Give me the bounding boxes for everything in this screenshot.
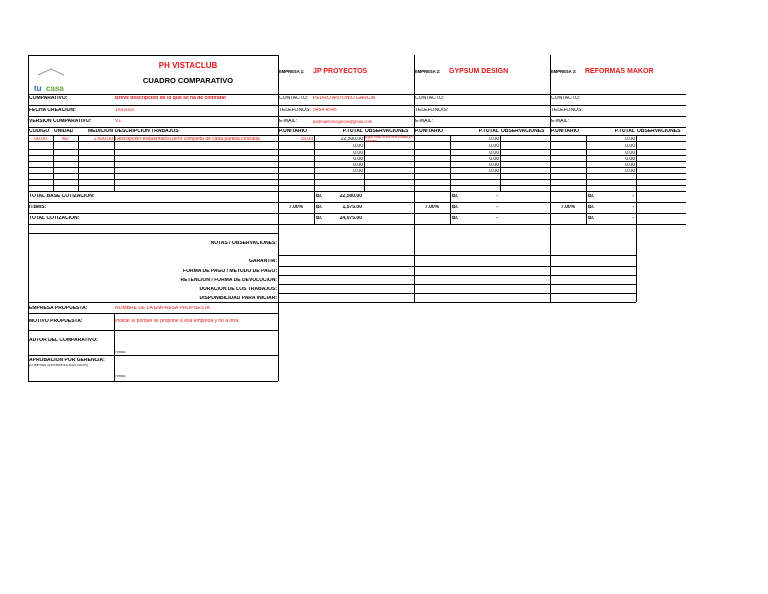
total-base-label: TOTAL BASE COTIZACIÓN: [29, 194, 95, 199]
fecha-value: 1/6/2020 [115, 108, 135, 113]
itbms-rate-2: 7.00% [424, 205, 440, 210]
empresa2-name: GYPSUM DESIGN [449, 68, 509, 75]
retencion-label: RETENCIÓN / FORMA DE DEVOLUCIÓN: [180, 278, 277, 283]
col-ptotal-3: P.TOTAL [614, 129, 635, 134]
empresa-propuesta-label: EMPRESA PROPUESTA: [29, 306, 88, 311]
forma-pago-label: FORMA DE PAGO / MÉTODO DE PAGO: [183, 269, 277, 274]
project-title: PH VISTACLUB [158, 62, 218, 70]
currency-label: B/. [452, 216, 459, 221]
col-descripcion: DESCRIPCIÓN TRABAJOS [115, 129, 179, 134]
zero-cell: 0.00 [489, 162, 499, 168]
zero-cell: 0.00 [353, 143, 363, 149]
email1-label: E-MAIL: [279, 119, 298, 124]
col-unidad: UNIDAD [54, 129, 74, 134]
aprobacion-firma-label: FIRMA: [115, 375, 126, 378]
logo-text-casa: casa [46, 84, 64, 93]
row1-obs-1: Algún matiz sobre esta partida en concreto [365, 136, 413, 143]
telefonos3-label: TELÉFONOS: [551, 108, 583, 113]
zero-cell: 0.00 [353, 162, 363, 168]
col-ptotal-2: P.TOTAL [478, 129, 499, 134]
col-punitario-3: P.UNITARIO [551, 129, 579, 134]
duracion-label: DURACIÓN DE LOS TRABAJOS: [199, 287, 277, 292]
garantia-label: GARANTÍA: [248, 259, 277, 264]
disponibilidad-label: DISPONIBILIDAD PARA INICIAR: [199, 296, 277, 301]
motivo-value: Indicar el porqué se propone a esa empresa y no a otra. [115, 319, 240, 324]
zero-cell: 0.00 [625, 156, 635, 162]
grand-total-1: 24,075.00 [339, 216, 362, 221]
row1-ptotal-2: 0.00 [489, 136, 499, 142]
col-ptotal-1: P.TOTAL [342, 129, 363, 134]
empresa-propuesta-value: NOMBRE DE LA EMPRESA PROPUESTA [115, 306, 210, 311]
col-obs-2: OBSERVACIONES [501, 129, 545, 134]
currency-label: B/. [452, 205, 459, 210]
row1-ptotal-1: 22,500.00 [340, 136, 363, 142]
telefonos1-value: 5454 4545 [313, 108, 337, 113]
company-logo [34, 64, 68, 96]
itbms-total-3: - [632, 205, 634, 210]
row1-descripcion: Descripción esquemática pero completa de cada partida cotizada [115, 136, 260, 142]
col-obs-1: OBSERVACIONES [365, 129, 409, 134]
telefonos1-label: TELÉFONOS: [279, 108, 311, 113]
contacto3-label: CONTACTO: [551, 96, 580, 101]
fecha-label: FECHA CREACIÓN: [29, 108, 76, 113]
currency-label: B/. [588, 205, 595, 210]
version-value: V1 [115, 119, 122, 124]
version-label: VERSIÓN COMPARATIVO: [29, 119, 92, 124]
empresa3-label: EMPRESA 3: [551, 70, 577, 74]
total-cotizacion-label: TOTAL COTIZACIÓN: [29, 216, 80, 221]
zero-cell: 0.00 [625, 162, 635, 168]
itbms-total-2: - [496, 205, 498, 210]
zero-cell: 0.00 [489, 156, 499, 162]
telefonos2-label: TELÉFONO/S: [415, 108, 449, 113]
zero-cell: 0.00 [353, 150, 363, 156]
autor-label: AUTOR DEL COMPARATIVO: [29, 338, 98, 343]
comparison-sheet [28, 55, 686, 381]
aprobacion-label: APROBACIÓN POR GERENCIA: [29, 358, 105, 363]
logo-roof-icon [34, 68, 68, 76]
currency-label: B/. [452, 194, 459, 199]
row1-punitario-1: 15.00 [300, 136, 313, 142]
comparativo-label: COMPARATIVO: [29, 96, 68, 101]
email3-label: E-MAIL: [551, 119, 570, 124]
currency-label: B/. [588, 216, 595, 221]
email2-label: E-MAIL: [415, 119, 434, 124]
empresa1-label: EMPRESA 1: [279, 70, 305, 74]
empresa1-name: JP PROYECTOS [313, 68, 368, 75]
logo-text-tu: tu [34, 84, 42, 93]
row1-unidad: M2 [62, 136, 69, 142]
currency-label: B/. [316, 216, 323, 221]
empresa3-name: REFORMAS MAKOR [585, 68, 654, 75]
base-total-3: - [632, 194, 634, 199]
zero-cell: 0.00 [489, 143, 499, 149]
comparativo-value: Breve descripción de lo que se ha de contratar [115, 96, 227, 101]
zero-cell: 0.00 [625, 168, 635, 174]
currency-label: B/. [316, 194, 323, 199]
zero-cell: 0.00 [489, 168, 499, 174]
zero-cell: 0.00 [353, 168, 363, 174]
zero-cell: 0.00 [353, 156, 363, 162]
currency-label: B/. [316, 205, 323, 210]
autor-firma-label: FIRMA: [115, 351, 126, 354]
itbms-label: ITBMS: [29, 205, 47, 210]
col-punitario-1: P.UNITARIO [279, 129, 307, 134]
col-obs-3: OBSERVACIONES [637, 129, 681, 134]
contacto1-label: CONTACTO: [279, 96, 308, 101]
contacto2-label: CONTACTO: [415, 96, 444, 101]
row1-ptotal-3: 0.00 [625, 136, 635, 142]
col-punitario-2: P.UNITARIO [415, 129, 443, 134]
contacto1-value: PEDRO ANTONIO GARCIA [313, 96, 376, 101]
aprobacion-note: (COMPRAS SUPERIORES A B/1,000.00) [29, 364, 88, 367]
row1-codigo: 00.00 [34, 136, 47, 142]
currency-label: B/. [588, 194, 595, 199]
grand-total-2: - [496, 216, 498, 221]
zero-cell: 0.00 [625, 143, 635, 149]
itbms-total-1: 1,575.00 [342, 205, 362, 210]
empresa2-label: EMPRESA 2: [415, 70, 441, 74]
itbms-rate-3: 7.00% [560, 205, 576, 210]
base-total-1: 22,500.00 [339, 194, 362, 199]
col-medicion: MEDICIÓN [88, 129, 113, 134]
itbms-rate-1: 7.00% [288, 205, 304, 210]
notas-label: NOTAS / OBSERVACIONES: [210, 241, 277, 246]
doc-title: CUADRO COMPARATIVO [142, 77, 234, 85]
base-total-2: - [496, 194, 498, 199]
zero-cell: 0.00 [625, 150, 635, 156]
zero-cell: 0.00 [489, 150, 499, 156]
grand-total-3: - [632, 216, 634, 221]
col-codigo: CÓDIGO [29, 129, 50, 134]
motivo-label: MOTIVO PROPUESTA: [29, 319, 83, 324]
email1-value[interactable]: pedroantoniogarcia@gmail.com [313, 120, 373, 124]
row1-medicion: 1.500,00 [93, 136, 113, 142]
